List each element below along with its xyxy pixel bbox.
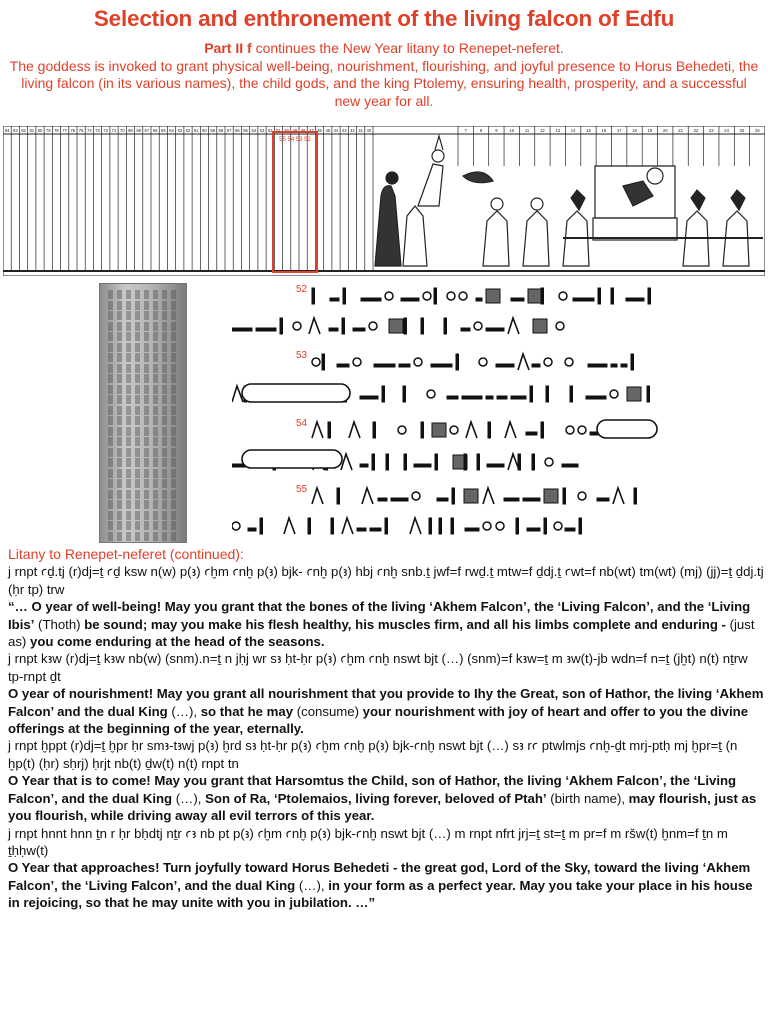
- relief-column-number: 72: [103, 128, 109, 133]
- highlight-label: 55 54 53 52: [279, 137, 311, 143]
- hieroglyph-glyph: [256, 328, 276, 331]
- relief-column-number: 76: [70, 128, 76, 133]
- hieroglyph-glyph: [404, 454, 407, 470]
- hieroglyph-glyph: [414, 358, 422, 366]
- hieroglyph-glyph: [312, 488, 323, 504]
- hieroglyph-glyph: [353, 358, 361, 366]
- hieroglyph-glyph: [477, 454, 480, 470]
- hieroglyph-glyph: [360, 464, 368, 467]
- hieroglyph-glyph: [486, 396, 493, 399]
- hieroglyph-glyph: [404, 318, 407, 334]
- photo-texture: [108, 511, 178, 520]
- relief-column-number: 67: [144, 128, 150, 133]
- transliteration-3: j rnpt ḫppt (r)dj=ṯ ḫpr ḥr smꜣ-tꜣwj p(ꜣ) ḫrd sꜣ ḥt-ḥr p(ꜣ) ꜥḫm ꜥnḫ p(ꜣ) bjk-ꜥnḫ nswt bjt (…) sꜣ rꜥ ptwlmjs ꜥnḫ-ḏt mrj-ptḥ mj ḫpr=ṯ (n ḫp(t) (ḥr) sḥrj) ḥrjt nb(t) ḏw(t) n(t) rnpt tn: [8, 738, 738, 771]
- hieroglyph-glyph: [474, 322, 482, 330]
- hieroglyph-glyph: [508, 318, 519, 334]
- hieroglyph-glyph: [544, 518, 547, 534]
- hieroglyph-glyph: [456, 354, 459, 370]
- photo-texture: [108, 322, 178, 331]
- hieroglyph-glyph: [518, 354, 529, 370]
- relief-column-number: 8: [479, 128, 483, 133]
- hieroglyph-glyph: [434, 288, 437, 304]
- hieroglyph-glyph: [563, 488, 566, 504]
- hieroglyph-glyph: [545, 458, 553, 466]
- relief-column-number: 51: [276, 128, 281, 133]
- hieroglyph-glyph: [337, 488, 340, 504]
- relief-column-number: 73: [95, 128, 100, 133]
- hieroglyph-glyph: [389, 319, 403, 333]
- hieroglyph-glyph: [284, 518, 295, 534]
- relief-column-number: 19: [647, 128, 653, 133]
- relief-column-number: 15: [586, 128, 591, 133]
- hieroglyph-glyph: [386, 454, 389, 470]
- hieroglyph-glyph: [444, 318, 447, 334]
- relief-column-number: 58: [218, 128, 224, 133]
- hieroglyph-glyph: [532, 454, 535, 470]
- hieroglyph-glyph: [280, 318, 283, 334]
- hieroglyph-glyph: [308, 518, 311, 534]
- photo-texture: [108, 364, 178, 373]
- hieroglyph-glyph: [611, 288, 614, 304]
- relief-column-number: 55: [243, 128, 248, 133]
- intro-lead-rest: continues the New Year litany to Renepet-neferet.: [251, 40, 564, 56]
- relief-column-number: 23: [708, 128, 714, 133]
- relief-column-number: 45: [325, 128, 331, 133]
- photo-texture: [108, 343, 178, 352]
- hieroglyph-glyph: [504, 498, 519, 501]
- relief-column-number: 18: [632, 128, 637, 133]
- hieroglyph-glyph: [530, 386, 533, 402]
- relief-column-number: 25: [739, 128, 745, 133]
- cartouche: [242, 450, 342, 468]
- hieroglyph-glyph: [423, 292, 431, 300]
- hieroglyph-glyph: [337, 364, 349, 367]
- relief-column-number: 71: [111, 128, 117, 133]
- relief-column-number: 77: [62, 128, 68, 133]
- relief-column-number: 61: [193, 128, 199, 133]
- hieroglyph-glyph: [598, 288, 601, 304]
- hieroglyph-glyph: [566, 426, 574, 434]
- hieroglyph-glyph: [565, 358, 573, 366]
- hieroglyph-glyph: [579, 518, 582, 534]
- hieroglyph-glyph: [373, 422, 376, 438]
- hieroglyph-glyph: [570, 386, 573, 402]
- hieroglyph-glyph: [483, 488, 494, 504]
- hieroglyph-glyph: [447, 396, 458, 399]
- relief-drawing: [3, 126, 765, 276]
- hieroglyph-glyph: [403, 386, 406, 402]
- relief-column-number: 10: [509, 128, 515, 133]
- hieroglyph-glyph: [459, 292, 467, 300]
- hieroglyph-glyph: [312, 422, 323, 438]
- photo-texture: [108, 490, 178, 499]
- hieroglyph-glyph: [565, 528, 575, 531]
- hieroglyph-glyph: [588, 364, 607, 367]
- hieroglyph-glyph: [329, 328, 338, 331]
- hieroglyph-glyph: [343, 288, 346, 304]
- hieroglyph-glyph: [648, 288, 651, 304]
- hieroglyph-glyph: [260, 518, 263, 534]
- relief-column-number: 47: [308, 128, 314, 133]
- relief-column-number: 42: [350, 128, 355, 133]
- hieroglyph-glyph: [450, 426, 458, 434]
- hieroglyph-glyph: [312, 358, 320, 366]
- relief-column-number: 52: [267, 128, 273, 133]
- hieroglyph-glyph: [465, 528, 479, 531]
- relief-column-number: 12: [540, 128, 545, 133]
- hieroglyph-glyph: [410, 518, 421, 534]
- hieroglyph-glyph: [349, 422, 360, 438]
- hieroglyph-glyph: [518, 454, 521, 470]
- relief-column-number: 21: [678, 128, 683, 133]
- relief-column-number: 44: [333, 128, 339, 133]
- hieroglyph-glyph: [578, 492, 586, 500]
- photo-texture: [108, 353, 178, 362]
- page-title: Selection and enthronement of the living falcon of Edfu: [93, 6, 675, 31]
- hieroglyph-glyph: [487, 464, 504, 467]
- hieroglyph-glyph: [437, 498, 448, 501]
- hieroglyph-glyph: [479, 358, 487, 366]
- line-number-52: 52: [296, 284, 308, 295]
- photo-texture: [108, 290, 178, 299]
- hieroglyph-glyph: [627, 387, 641, 401]
- photo-texture: [108, 448, 178, 457]
- hieroglyph-glyph: [341, 454, 352, 470]
- relief-column-number: 50: [284, 128, 290, 133]
- hieroglyph-glyph: [431, 364, 452, 367]
- hieroglyph-glyph: [353, 328, 365, 331]
- hieroglyph-glyph: [461, 328, 470, 331]
- hieroglyph-glyph: [597, 498, 609, 501]
- hieroglyph-glyph: [634, 488, 637, 504]
- relief-column-number: 41: [358, 128, 364, 133]
- hieroglyph-glyph: [483, 522, 491, 530]
- photo-texture: [108, 385, 178, 394]
- relief-column-number: 26: [754, 128, 760, 133]
- hieroglyph-glyph: [546, 386, 549, 402]
- relief-column-number: 16: [601, 128, 607, 133]
- relief-column-number: 69: [128, 128, 133, 133]
- line-number-54: 54: [296, 418, 308, 429]
- hieroglyph-glyph: [573, 298, 594, 301]
- translation-1: “… O year of well-being! May you grant that the bones of the living ‘Akhem Falcon’, the ‘Living Falcon’, and the ‘Living Ibis’ (Thoth) be sound; may you make his flesh healthy, his muscles firm, and all his limbs complete and enduring - (just as) you come enduring at the head of the seasons.: [8, 599, 755, 650]
- relief-column-number: 17: [616, 128, 622, 133]
- cartouche: [597, 420, 657, 438]
- photo-texture: [108, 479, 178, 488]
- relief-column-number: 83: [12, 128, 18, 133]
- relief-column-number: 80: [37, 128, 43, 133]
- hieroglyph-glyph: [374, 364, 395, 367]
- hieroglyph-glyph: [496, 364, 514, 367]
- photo-texture: [108, 332, 178, 341]
- relief-column-number: 40: [366, 128, 372, 133]
- hieroglyph-glyph: [508, 454, 519, 470]
- hieroglyph-glyph: [451, 518, 454, 534]
- photo-texture: [108, 469, 178, 478]
- hieroglyph-glyph: [626, 298, 644, 301]
- photo-texture: [108, 311, 178, 320]
- hieroglyph-glyph: [562, 464, 578, 467]
- hieroglyph-glyph: [476, 298, 482, 301]
- relief-column-number: 22: [693, 128, 699, 133]
- translation-3: O Year that is to come! May you grant that Harsomtus the Child, son of Hathor, the living ‘Akhem Falcon’, the ‘Living Falcon’, and the dual King (…), Son of Ra, ‘Ptolemaios, living forever, beloved of Ptah’ (birth name), may flourish, just as you flourish, while driving away all evil terrors of this year.: [8, 773, 757, 824]
- hieroglyph-glyph: [435, 454, 438, 470]
- hieroglyph-glyph: [370, 528, 381, 531]
- relief-column-number: 84: [4, 128, 10, 133]
- relief-column-number: 70: [119, 128, 125, 133]
- hieroglyph-glyph: [559, 292, 567, 300]
- hieroglyph-glyph: [631, 354, 634, 370]
- hieroglyph-glyph: [369, 322, 377, 330]
- hieroglyph-glyph: [523, 498, 540, 501]
- photo-texture: [108, 427, 178, 436]
- translation-2: O year of nourishment! May you grant all nourishment that you provide to Ihy the Great, son of Hathor, the living ‘Akhem Falcon’ and the dual King (…), so that he may (consume) your nourishment with joy of heart and offer to you the divine offerings at the beginning of the year, eternally.: [8, 686, 764, 737]
- hieroglyph-glyph: [447, 292, 455, 300]
- relief-column-number: 13: [555, 128, 561, 133]
- column-photograph: [99, 283, 187, 543]
- hieroglyph-glyph: [421, 318, 424, 334]
- cartouche: [242, 384, 350, 402]
- relief-column-number: 11: [524, 128, 530, 133]
- hieroglyph-glyph: [452, 488, 455, 504]
- relief-column-number: 49: [292, 128, 298, 133]
- hieroglyph-glyph: [398, 426, 406, 434]
- photo-texture: [108, 406, 178, 415]
- hieroglyph-glyph: [486, 289, 500, 303]
- hieroglyph-glyph: [496, 522, 504, 530]
- photo-texture: [108, 395, 178, 404]
- line-number-55: 55: [296, 484, 308, 495]
- hieroglyph-glyph: [361, 298, 381, 301]
- hieroglyph-glyph: [342, 318, 345, 334]
- hieroglyph-glyph: [528, 289, 542, 303]
- relief-column-number: 9: [495, 128, 498, 133]
- hieroglyph-glyph: [414, 464, 431, 467]
- relief-column-number: 68: [136, 128, 142, 133]
- hieroglyph-glyph: [647, 386, 650, 402]
- relief-column-number: 66: [152, 128, 158, 133]
- hieroglyph-glyph: [462, 396, 482, 399]
- relief-column-number: 48: [300, 128, 306, 133]
- relief-column-number: 56: [234, 128, 240, 133]
- hieroglyph-glyph: [464, 489, 478, 503]
- relief-column-number: 57: [226, 128, 232, 133]
- hieroglyph-glyph: [309, 318, 320, 334]
- hieroglyph-glyph: [429, 518, 432, 534]
- hieroglyph-glyph: [541, 288, 544, 304]
- relief-column-number: 82: [21, 128, 26, 133]
- relief-column-number: 59: [210, 128, 216, 133]
- transliteration-2: j rnpt kꜣw (r)dj=ṯ kꜣw nb(w) (snm).n=ṯ n jḥj wr sꜣ ḥt-ḥr p(ꜣ) ꜥḫm ꜥnḫ nswt bjt (…) (snm)=f kꜣw=ṯ m ꜣw(t)-jb wdn=f n=ṯ (jḫt) n(t) nṯrw tp-rnpt ḏt: [8, 651, 748, 684]
- hieroglyph-glyph: [533, 319, 547, 333]
- hieroglyph-glyph: [293, 322, 301, 330]
- hieroglyph-glyph: [399, 364, 410, 367]
- hieroglyph-glyph: [385, 518, 388, 534]
- hieroglyph-glyph: [401, 298, 419, 301]
- hieroglyph-glyph: [544, 358, 552, 366]
- relief-column-number: 64: [169, 128, 174, 133]
- hieroglyph-glyph: [421, 422, 424, 438]
- hieroglyph-glyph: [385, 292, 393, 300]
- intro-paragraph: [8, 40, 760, 110]
- hieroglyph-glyph: [486, 328, 504, 331]
- hieroglyph-glyph: [342, 518, 353, 534]
- relief-column-number: 60: [202, 128, 207, 133]
- hieroglyph-glyph: [541, 422, 544, 438]
- hieroglyph-glyph: [488, 422, 491, 438]
- relief-column-number: 43: [341, 128, 347, 133]
- hieroglyph-glyph: [312, 288, 315, 304]
- hieroglyph-glyph: [362, 488, 373, 504]
- relief-column-number: 63: [177, 128, 183, 133]
- hieroglyph-glyph: [613, 488, 624, 504]
- hieroglyph-glyph: [621, 364, 627, 367]
- hieroglyph-glyph: [427, 390, 435, 398]
- intro-text: The goddess is invoked to grant physical well-being, nourishment, flourishing, and joyful presence to Horus Behedeti, the living falcon (in its various names), the child gods, and the king Ptolemy, ensuring health, prosperity, and a successful new year for all.: [9, 57, 759, 109]
- hieroglyph-glyph: [322, 354, 325, 370]
- intro-lead-bold: Part II f: [204, 40, 252, 56]
- hieroglyph-glyph: [391, 498, 408, 501]
- hieroglyph-glyph: [511, 298, 524, 301]
- relief-column-number: 53: [259, 128, 265, 133]
- photo-texture: [108, 500, 178, 509]
- hieroglyph-glyph: [556, 322, 564, 330]
- relief-column-number: 78: [54, 128, 59, 133]
- hieroglyph-glyph: [532, 364, 540, 367]
- hieroglyph-glyph: [610, 390, 618, 398]
- relief-column-number: 46: [317, 128, 322, 133]
- hieroglyph-glyph: [330, 298, 339, 301]
- relief-column-number: 14: [570, 128, 576, 133]
- photo-texture: [108, 374, 178, 383]
- hieroglyph-glyph: [432, 423, 446, 437]
- relief-column-number: 54: [251, 128, 257, 133]
- relief-column-number: 62: [185, 128, 191, 133]
- hieroglyph-glyph: [578, 426, 586, 434]
- relief-column-number: 79: [45, 128, 51, 133]
- hieroglyph-glyph: [248, 528, 256, 531]
- relief-column-number: 75: [78, 128, 84, 133]
- hieroglyph-glyph: [357, 528, 366, 531]
- line-number-53: 53: [296, 350, 308, 361]
- hieroglyph-glyph: [516, 518, 519, 534]
- photo-texture: [108, 416, 178, 425]
- hieroglyph-glyph: [360, 396, 378, 399]
- hieroglyph-glyph: [378, 498, 387, 501]
- relief-column-number: 7: [464, 128, 467, 133]
- section-heading: Litany to Renepet-neferet (continued):: [8, 546, 244, 562]
- hieroglyph-glyph: [232, 522, 240, 530]
- hieroglyph-glyph: [466, 422, 477, 438]
- hieroglyph-glyph: [382, 386, 385, 402]
- hieroglyph-glyph: [328, 422, 331, 438]
- transliteration-4: j rnpt hnnt hnn ṯn r ḥr bḥdtj nṯr ꜥꜣ nb pt p(ꜣ) ꜥḫm ꜥnḫ p(ꜣ) bjk-ꜥnḫ nswt bjt (…) m rnpt nfrt jrj=ṯ st=ṯ m pr=f m ršw(t) ḫnm=f ṯn m ṯḥḥw(t): [8, 825, 728, 858]
- hieroglyph-glyph: [439, 518, 442, 534]
- translation-4: O Year that approaches! Turn joyfully toward Horus Behedeti - the great god, Lord of the Sky, toward the living ‘Akhem Falcon’, the ‘Living Falcon’, and the dual King (…), in your form as a perfect year. May you take your place in his house in rejoicing, so that he may unite with you in jubilation. …”: [8, 860, 753, 911]
- transliteration-1: j rnpt ꜥḏ.tj (r)dj=ṯ ꜥḏ ksw n(w) p(ꜣ) ꜥḫm ꜥnḫ p(ꜣ) bjk- ꜥnḫ p(ꜣ) hbj ꜥnḫ snb.ṯ jwf=f rwḏ.ṯ mtw=f ḏdj.ṯ ꜥwt=f nb(wt) tm(wt) (mj) (jj)=ṯ ḏdj.tj (ḥr tp) trw: [8, 564, 764, 597]
- hieroglyph-glyph: [412, 492, 420, 500]
- hieroglyph-glyph: [554, 522, 562, 530]
- litany-text: [8, 546, 764, 912]
- hieroglyph-glyph: [586, 396, 606, 399]
- hieroglyph-glyph: [497, 396, 507, 399]
- hieroglyph-glyph: [544, 489, 558, 503]
- photo-texture: [108, 458, 178, 467]
- hieroglyph-glyph: [527, 528, 540, 531]
- hieroglyph-glyph: [611, 364, 617, 367]
- relief-column-number: 65: [160, 128, 166, 133]
- photo-texture: [108, 437, 178, 446]
- hieroglyph-glyph: [232, 328, 252, 331]
- relief-column-number: 81: [29, 128, 35, 133]
- hieroglyph-glyph: [372, 454, 375, 470]
- photo-texture: [108, 301, 178, 310]
- relief-column-number: 24: [724, 128, 729, 133]
- hieroglyph-glyph: [526, 432, 537, 435]
- photo-texture: [108, 532, 178, 541]
- hieroglyph-transcription: [232, 282, 662, 542]
- relief-column-number: 74: [86, 128, 92, 133]
- hieroglyph-glyph: [511, 396, 526, 399]
- photo-texture: [108, 521, 178, 530]
- relief-column-number: 20: [662, 128, 668, 133]
- hieroglyph-glyph: [505, 422, 516, 438]
- hieroglyph-glyph: [464, 454, 467, 470]
- hieroglyph-glyph: [331, 518, 334, 534]
